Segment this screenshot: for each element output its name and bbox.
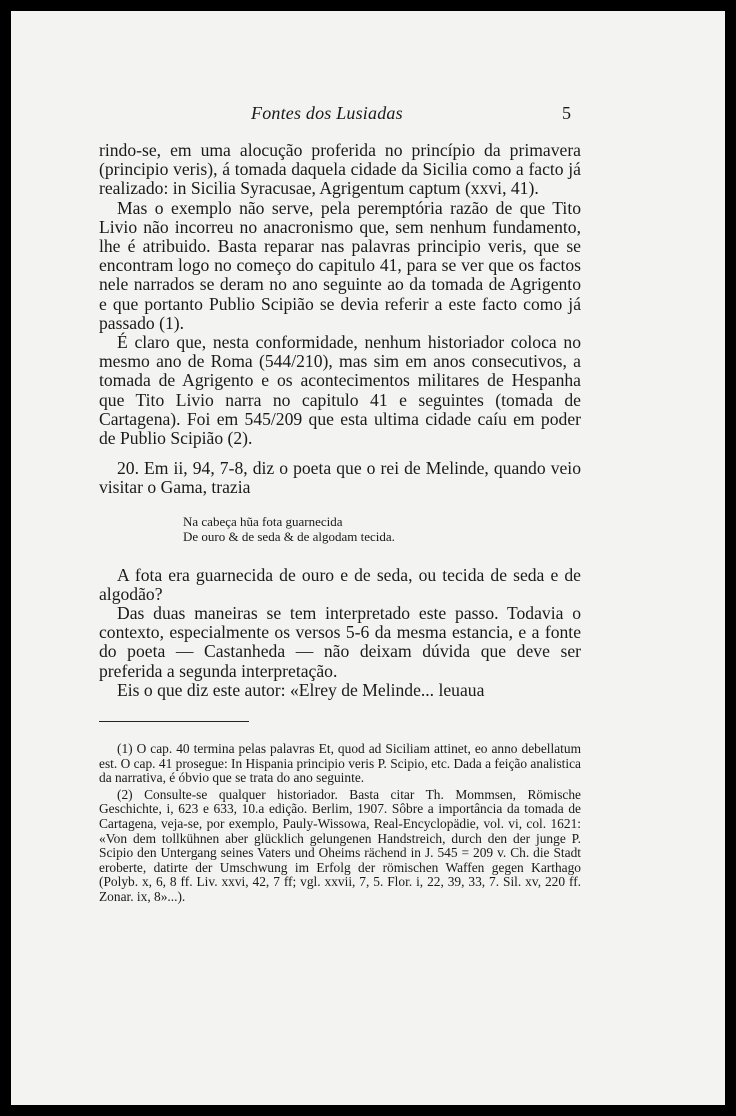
- footnote-1: (1) O cap. 40 termina pelas palavras Et, quod ad Siciliam attinet, eo anno debellatum est. O cap. 41 prosegue: In Hispania principio veris P. Scipio, etc. Dada a feição analistica da narrativa, é óbvio que se trata do ano seguinte.: [99, 741, 581, 786]
- verse-quotation: [183, 514, 581, 544]
- verse-line-1: Na cabeça hũa fota guarnecida: [183, 513, 343, 529]
- paragraph-3: É claro que, nesta conformidade, nenhum historiador coloca no mesmo ano de Roma (544/210), mas sim em anos consecutivos, a tomada de Agrigento e os acontecimentos militares de Hespanha que Tito Livio narra no capitulo 41 e seguintes (tomada de Cartagena). Foi em 545/209 que esta ultima cidade caíu em poder de Publio Scipião (2).: [99, 332, 581, 449]
- main-text: [99, 141, 581, 907]
- book-page: [11, 11, 725, 1105]
- paragraph-7: Eis o que diz este autor: «Elrey de Melinde... leuaua: [117, 679, 485, 700]
- page-number: 5: [562, 103, 571, 123]
- footnote-rule: [99, 721, 249, 722]
- footnotes: [99, 742, 581, 905]
- footnote-2: (2) Consulte-se qualquer historiador. Basta citar Th. Mommsen, Römische Geschichte, i, 623 e 633, 10.a edição. Berlim, 1907. Sôbre a importância da tomada de Cartagena, veja-se, por exemplo, Pauly-Wissowa, Real-Encyclopädie, vol. vi, col. 1621: «Von dem tollkühnen aber glücklich gelungenen Handstreich, durch den der junge P. Scipio den Untergang seines Vaters und Oheims rächend in J. 545 = 209 v. Ch. die Stadt eroberte, datirte der Umschwung im Erfolg der römischen Waffen gegen Karthago (Polyb. x, 6, 8 ff. Liv. xxvi, 42, 7 ff; vgl. xxvii, 7, 5. Flor. i, 22, 39, 33, 7. Sil. xv, 220 ff. Zonar. ix, 8»...).: [99, 786, 581, 905]
- verse-line-2: De ouro & de seda & de algodam tecida.: [183, 528, 395, 544]
- running-title: Fontes dos Lusiadas: [251, 103, 403, 123]
- paragraph-5: A fota era guarnecida de ouro e de seda, ou tecida de seda e de algodão?: [99, 564, 581, 604]
- paragraph-2: Mas o exemplo não serve, pela peremptória razão de que Tito Livio não incorreu no anacronismo que, sem nenhum fundamento, lhe é atribuido. Basta reparar nas palavras principio veris, que se encontram logo no começo do capitulo 41, para se ver que os factos nele narrados se deram no ano seguinte ao da tomada de Agrigento e que portanto Publio Scipião se devia referir a este facto como já passado (1).: [99, 197, 581, 333]
- paragraph-6: Das duas maneiras se tem interpretado este passo. Todavia o contexto, especialmente os versos 5-6 da mesma estancia, e a fonte do poeta — Castanheda — não deixam dúvida que deve ser preferida a segunda interpretação.: [99, 603, 581, 681]
- paragraph-section-20: 20. Em ii, 94, 7-8, diz o poeta que o rei de Melinde, quando veio visitar o Gama, trazia: [99, 458, 581, 498]
- paragraph-1: rindo-se, em uma alocução proferida no princípio da primavera (principio veris), á tomada daquela cidade da Sicilia como a facto já realizado: in Sicilia Syracusae, Agrigentum captum (xxvi, 41).: [99, 140, 581, 199]
